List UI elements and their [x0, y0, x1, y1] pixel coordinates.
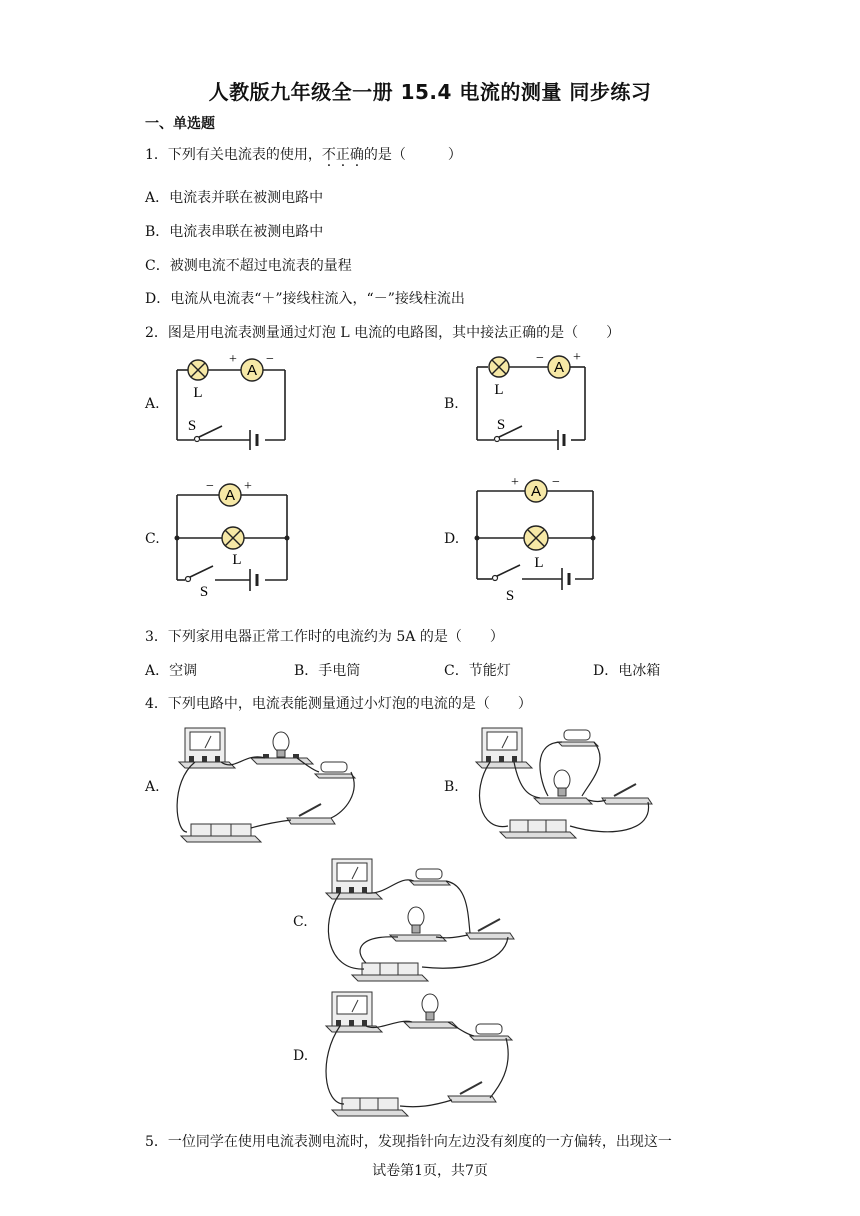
switch-label: S: [505, 588, 515, 604]
resistor-icon: [470, 1024, 512, 1040]
resistor-icon: [558, 730, 598, 746]
q4-label-c: C.: [293, 914, 308, 930]
resistor-icon: [315, 762, 355, 778]
question-2-stem: 2．图是用电流表测量通过灯泡 L 电流的电路图，其中接法正确的是（ ）: [145, 325, 621, 341]
q2-label-b: B.: [444, 396, 459, 412]
q2-circuit-b: [470, 350, 600, 450]
lamp-label: L: [494, 382, 504, 398]
question-3-stem: 3．下列家用电器正常工作时的电流约为 5A 的是（ ）: [145, 629, 504, 645]
bulb-icon: [390, 907, 446, 941]
switch-label: S: [496, 417, 506, 433]
q3-option-c: C．节能灯: [444, 663, 511, 679]
lamp-icon: [188, 360, 208, 380]
plus-terminal: +: [229, 352, 237, 367]
q3-option-a: A．空调: [145, 663, 198, 679]
q1-option-d: D．电流从电流表“＋”接线柱流入，“－”接线柱流出: [145, 291, 465, 307]
q1-stem-after: 的是（ ）: [363, 147, 462, 163]
ammeter-icon: [179, 728, 235, 768]
ammeter-icon: [548, 356, 570, 378]
q2-circuit-c: [170, 476, 300, 600]
switch-label: S: [187, 418, 197, 434]
section-heading: 一、单选题: [145, 116, 215, 132]
ammeter-icon: [219, 484, 241, 506]
q1-option-c: C．被测电流不超过电流表的量程: [145, 258, 352, 274]
plus-terminal: +: [244, 479, 252, 494]
q4-label-d: D.: [293, 1048, 309, 1064]
q1-option-a: A．电流表并联在被测电路中: [145, 190, 324, 206]
q1-stem-before: 1．下列有关电流表的使用，: [145, 147, 322, 163]
ammeter-label: A: [553, 359, 565, 376]
q3-option-b: B．手电筒: [294, 663, 361, 679]
battery-icon: [352, 963, 428, 981]
question-5-stem: 5．一位同学在使用电流表测电流时，发现指针向左边没有刻度的一方偏转，出现这一: [145, 1134, 672, 1150]
q1-option-b: B．电流表串联在被测电路中: [145, 224, 324, 240]
q4-label-a: A.: [145, 779, 160, 795]
q3-option-d: D．电冰箱: [593, 663, 661, 679]
ammeter-icon: [326, 992, 382, 1032]
resistor-icon: [410, 869, 450, 885]
ammeter-icon: [476, 728, 532, 768]
lamp-label: L: [193, 385, 203, 401]
battery-icon: [500, 820, 576, 838]
emphasis-char: 不: [321, 147, 336, 163]
battery-icon: [332, 1098, 408, 1116]
page-footer: 试卷第1页，共7页: [372, 1163, 488, 1179]
lamp-label: L: [534, 555, 544, 571]
ammeter-icon: [241, 359, 263, 381]
q2-label-d: D.: [444, 531, 460, 547]
minus-terminal: −: [266, 352, 274, 367]
switch-icon: [287, 804, 335, 824]
emphasis-char: 正: [335, 147, 350, 163]
minus-terminal: −: [206, 479, 214, 494]
switch-label: S: [199, 584, 209, 600]
switch-icon: [448, 1082, 496, 1102]
ammeter-label: A: [224, 487, 236, 504]
switch-icon: [466, 919, 514, 939]
q4-apparatus-c: [318, 855, 518, 985]
lamp-label: L: [232, 552, 242, 568]
minus-terminal: −: [552, 475, 560, 490]
q4-label-b: B.: [444, 779, 459, 795]
lamp-icon: [489, 357, 509, 377]
question-4-stem: 4．下列电路中，电流表能测量通过小灯泡的电流的是（ ）: [145, 696, 532, 712]
lamp-icon: [524, 526, 548, 550]
bulb-icon: [534, 770, 592, 804]
page-title: 人教版九年级全一册 15.4 电流的测量 同步练习: [208, 80, 652, 104]
emphasis-char: 确: [349, 147, 364, 163]
q4-apparatus-b: [470, 722, 660, 852]
minus-terminal: −: [536, 351, 544, 366]
battery-icon: [181, 824, 261, 842]
lamp-icon: [222, 527, 244, 549]
q2-circuit-d: [470, 474, 605, 604]
ammeter-label: A: [246, 362, 258, 379]
q4-apparatus-a: [165, 722, 365, 852]
switch-icon: [602, 784, 652, 804]
q4-apparatus-d: [318, 988, 518, 1120]
q2-circuit-a: [170, 350, 300, 450]
plus-terminal: +: [511, 475, 519, 490]
ammeter-icon: [525, 480, 547, 502]
ammeter-label: A: [530, 483, 542, 500]
plus-terminal: +: [573, 350, 581, 365]
q2-label-c: C.: [145, 531, 160, 547]
q2-label-a: A.: [145, 396, 160, 412]
q1-stem-emphasis: [322, 147, 364, 163]
question-1-stem: [145, 144, 462, 164]
bulb-icon: [251, 732, 313, 764]
